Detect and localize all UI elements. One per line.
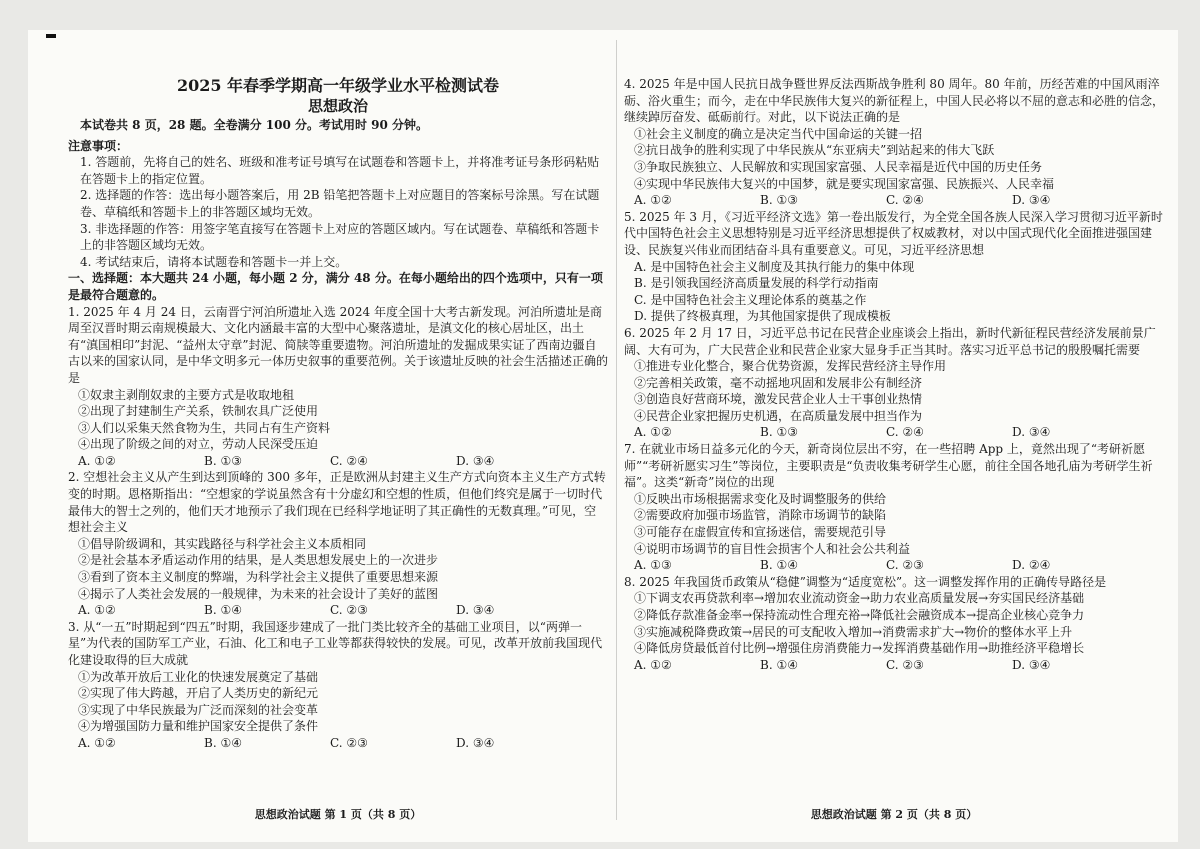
statement-item: ④说明市场调节的盲目性会损害个人和社会公共利益 (634, 541, 911, 556)
answer-choices (624, 192, 1164, 209)
statement-item: ④实现中华民族伟大复兴的中国梦，就是要实现国家富强、民族振兴、人民幸福 (634, 176, 1055, 191)
question-stem: 1. 2025 年 4 月 24 日，云南晋宁河泊所遗址入选 2024 年度全国十大考古新发现。河泊所遗址是商周至汉晋时期云南规模最大、文化内涵最丰富的大型中心聚落遗址，是滇文化的核心居址区，出土有“滇国相印”封泥、“益州太守章”封泥、简牍等重要遗物。河泊所遗址的发掘成果实证了西南边疆自古以来的国家认同，是中华文明多元一体历史叙事的重要范例。关于该遗址反映的社会生活描述正确的是 (68, 304, 609, 385)
answer-choice[interactable]: C. ②④ (886, 425, 924, 440)
statement-item: ④揭示了人类社会发展的一般规律，为未来的社会设计了美好的蓝图 (78, 586, 439, 601)
question-stem: 8. 2025 年我国货币政策从“稳健”调整为“适度宽松”。这一调整发挥作用的正确传导路径是 (624, 574, 1107, 589)
statement-item: ④降低房贷最低首付比例→增强住房消费能力→发挥消费基础作用→助推经济平稳增长 (634, 641, 1085, 656)
exam-title: 2025 年春季学期高一年级学业水平检测试卷 (176, 76, 500, 95)
statement-item: ③实现了中华民族最为广泛而深刻的社会变革 (78, 702, 319, 717)
statement-item: ①倡导阶级调和，其实践路径与科学社会主义本质相同 (78, 536, 367, 551)
subject-title: 思想政治 (307, 97, 368, 115)
question-block (624, 209, 1164, 325)
question-stem: 2. 空想社会主义从产生到达到顶峰的 300 多年，正是欧洲从封建主义生产方式向资本主义生产方式转变的时期。恩格斯指出：“空想家的学说虽然含有十分虚幻和空想的性质，但他们终究是属于一切时代最伟大的智士之列的，他们天才地预示了我们现在已经科学地证明了其正确性的无数真理。”可见，空想社会主义 (68, 470, 606, 535)
question-stem: 3. 从“一五”时期起到“四五”时期，我国逐步建成了一批门类比较齐全的基础工业项目，以“两弹一星”为代表的国防军工产业，石油、化工和电子工业等都获得较快的发展。可见，改革开放前我国现代化建设取得的巨大成就 (68, 619, 603, 667)
statement-item: ②降低存款准备金率→保持流动性合理充裕→降低社会融资成本→提高企业核心竞争力 (634, 608, 1085, 622)
statement-item: B. 是引领我国经济高质量发展的科学行动指南 (634, 276, 879, 291)
notes-heading: 注意事项： (68, 138, 129, 153)
question-block (624, 574, 1164, 674)
statement-item: ④民营企业家把握历史机遇，在高质量发展中担当作为 (634, 408, 923, 423)
page-footer: 思想政治试题 第 1 页（共 8 页） (254, 808, 422, 821)
answer-choice[interactable]: D. ③④ (1012, 425, 1051, 440)
answer-choices (624, 424, 1164, 441)
answer-choice[interactable]: A. ①② (78, 453, 116, 468)
answer-choices (68, 602, 608, 619)
statement-item: ④为增强国防力量和维护国家安全提供了条件 (78, 719, 319, 734)
question-block (68, 304, 608, 470)
statement-item: ②完善相关政策，毫不动摇地巩固和发展非公有制经济 (634, 375, 923, 390)
statement-item: C. 是中国特色社会主义理论体系的奠基之作 (634, 292, 867, 307)
exam-info: 本试卷共 8 页，28 题。全卷满分 100 分。考试用时 90 分钟。 (80, 118, 429, 132)
answer-choice[interactable]: B. ①④ (204, 735, 242, 750)
statement-item: D. 提供了终极真理，为其他国家提供了现成模板 (634, 309, 891, 324)
answer-choice[interactable]: D. ②④ (1012, 558, 1051, 573)
question-block (68, 619, 608, 752)
statement-item: ①下调支农再贷款利率→增加农业流动资金→助力农业高质量发展→夯实国民经济基础 (634, 591, 1085, 606)
statement-item: ②出现了封建制生产关系，铁制农具广泛使用 (78, 404, 319, 419)
statement-item: ④出现了阶级之间的对立，劳动人民深受压迫 (78, 437, 319, 452)
answer-choice[interactable]: C. ②③ (330, 735, 368, 750)
answer-choice[interactable]: B. ①③ (760, 193, 798, 208)
statement-item: ③实施减税降费政策→居民的可支配收入增加→消费需求扩大→物价的整体水平上升 (634, 624, 1073, 639)
corner-mark (46, 34, 56, 38)
answer-choice[interactable]: D. ③④ (456, 735, 495, 750)
answer-choice[interactable]: C. ②③ (886, 657, 924, 672)
statement-item: ①反映出市场根据需求变化及时调整服务的供给 (634, 491, 887, 506)
answer-choice[interactable]: A. ①② (634, 193, 672, 208)
page-footer: 思想政治试题 第 2 页（共 8 页） (810, 808, 978, 821)
answer-choice[interactable]: A. ①③ (634, 558, 672, 573)
statement-item: ①社会主义制度的确立是决定当代中国命运的关键一招 (634, 126, 923, 141)
page-divider (616, 40, 617, 820)
answer-choice[interactable]: D. ③④ (1012, 193, 1051, 208)
question-stem: 5. 2025 年 3 月，《习近平经济文选》第一卷出版发行，为全党全国各族人民深入学习贯彻习近平新时代中国特色社会主义思想特别是习近平经济思想提供了权威教材，对以中国式现代化全面推进强国建设、民族复兴伟业而团结奋斗具有重要意义。可见，习近平经济思想 (624, 209, 1163, 257)
statement-item: ②实现了伟大跨越，开启了人类历史的新纪元 (78, 686, 319, 701)
answer-choice[interactable]: D. ③④ (1012, 657, 1051, 672)
statement-item: ③创造良好营商环境，激发民营企业人士干事创业热情 (634, 392, 923, 407)
answer-choice[interactable]: B. ①③ (204, 453, 242, 468)
answer-choice[interactable]: D. ③④ (456, 603, 495, 618)
note-item: 4. 考试结束后，请将本试题卷和答题卡一并上交。 (80, 254, 348, 269)
question-stem: 7. 在就业市场日益多元化的今天，新奇岗位层出不穷，在一些招聘 App 上，竟然出现了“考研祈愿师”“考研祈愿实习生”等岗位，主要职责是“负责收集考研学生心愿，前往全国各地孔庙为考研学生祈福”。这类“新奇”岗位的出现 (624, 442, 1153, 490)
question-stem: 6. 2025 年 2 月 17 日，习近平总书记在民营企业座谈会上指出，新时代新征程民营经济发展前景广阔、大有可为，广大民营企业和民营企业家大显身手正当其时。落实习近平总书记的殷殷嘱托需要 (624, 325, 1156, 357)
statement-item: ②抗日战争的胜利实现了中华民族从“东亚病夫”到站起来的伟大飞跃 (634, 143, 995, 158)
statement-item: A. 是中国特色社会主义制度及其执行能力的集中体现 (634, 259, 915, 274)
statement-item: ③人们以采集天然食物为生，共同占有生产资料 (78, 420, 331, 435)
page-2 (624, 30, 1164, 842)
statement-item: ③争取民族独立、人民解放和实现国家富强、人民幸福是近代中国的历史任务 (634, 159, 1043, 174)
statement-item: ①奴隶主剥削奴隶的主要方式是收取地租 (78, 387, 295, 402)
note-item: 3. 非选择题的作答：用签字笔直接写在答题卡上对应的答题区域内。写在试题卷、草稿纸和答题卡上的非答题区域均无效。 (80, 221, 600, 253)
answer-choice[interactable]: C. ②④ (886, 193, 924, 208)
answer-choice[interactable]: B. ①④ (204, 603, 242, 618)
answer-choices (624, 557, 1164, 574)
answer-choices (68, 453, 608, 470)
answer-choices (624, 657, 1164, 674)
notes-list (68, 154, 608, 270)
statement-item: ③可能存在虚假宣传和宣扬迷信，需要规范引导 (634, 525, 887, 540)
question-block (68, 469, 608, 618)
answer-choice[interactable]: A. ①② (78, 735, 116, 750)
answer-choice[interactable]: B. ①③ (760, 425, 798, 440)
note-item: 1. 答题前，先将自己的姓名、班级和准考证号填写在试题卷和答题卡上，并将准考证号条形码粘贴在答题卡上的指定位置。 (80, 155, 600, 186)
statement-item: ③看到了资本主义制度的弊端，为科学社会主义提供了重要思想来源 (78, 570, 439, 585)
section-heading: 一、选择题：本大题共 24 小题，每小题 2 分，满分 48 分。在每小题给出的四个选项中，只有一项是最符合题意的。 (68, 271, 603, 302)
statement-item: ①为改革开放后工业化的快速发展奠定了基础 (78, 669, 319, 684)
answer-choice[interactable]: A. ①② (78, 603, 116, 618)
question-block (624, 76, 1164, 209)
statement-item: ②需要政府加强市场监管，消除市场调节的缺陷 (634, 508, 887, 523)
answer-choices (68, 735, 608, 752)
page-1 (68, 30, 608, 842)
answer-choice[interactable]: C. ②③ (330, 603, 368, 618)
answer-choice[interactable]: C. ②③ (886, 558, 924, 573)
answer-choice[interactable]: D. ③④ (456, 453, 495, 468)
exam-sheet (28, 30, 1178, 842)
question-list (68, 304, 608, 752)
answer-choice[interactable]: B. ①④ (760, 657, 798, 672)
note-item: 2. 选择题的作答：选出每小题答案后，用 2B 铅笔把答题卡上对应题目的答案标号涂黑。写在试题卷、草稿纸和答题卡上的非答题区域均无效。 (80, 188, 600, 219)
answer-choice[interactable]: A. ①② (634, 657, 672, 672)
question-block (624, 441, 1164, 574)
question-stem: 4. 2025 年是中国人民抗日战争暨世界反法西斯战争胜利 80 周年。80 年前，历经苦难的中国风雨淬砺、浴火重生；而今，走在中华民族伟大复兴的新征程上，中国人民必将以不屈的意志和必胜的信念，继续踔厉奋发、砥砺前行。对此，以下说法正确的是 (624, 77, 1165, 125)
question-block (624, 325, 1164, 441)
statement-item: ①推进专业化整合，聚合优势资源，发挥民营经济主导作用 (634, 359, 947, 374)
question-list (624, 76, 1164, 673)
answer-choice[interactable]: A. ①② (634, 425, 672, 440)
statement-item: ②是社会基本矛盾运动作用的结果，是人类思想发展史上的一次进步 (78, 553, 439, 568)
answer-choice[interactable]: B. ①④ (760, 558, 798, 573)
answer-choice[interactable]: C. ②④ (330, 453, 368, 468)
